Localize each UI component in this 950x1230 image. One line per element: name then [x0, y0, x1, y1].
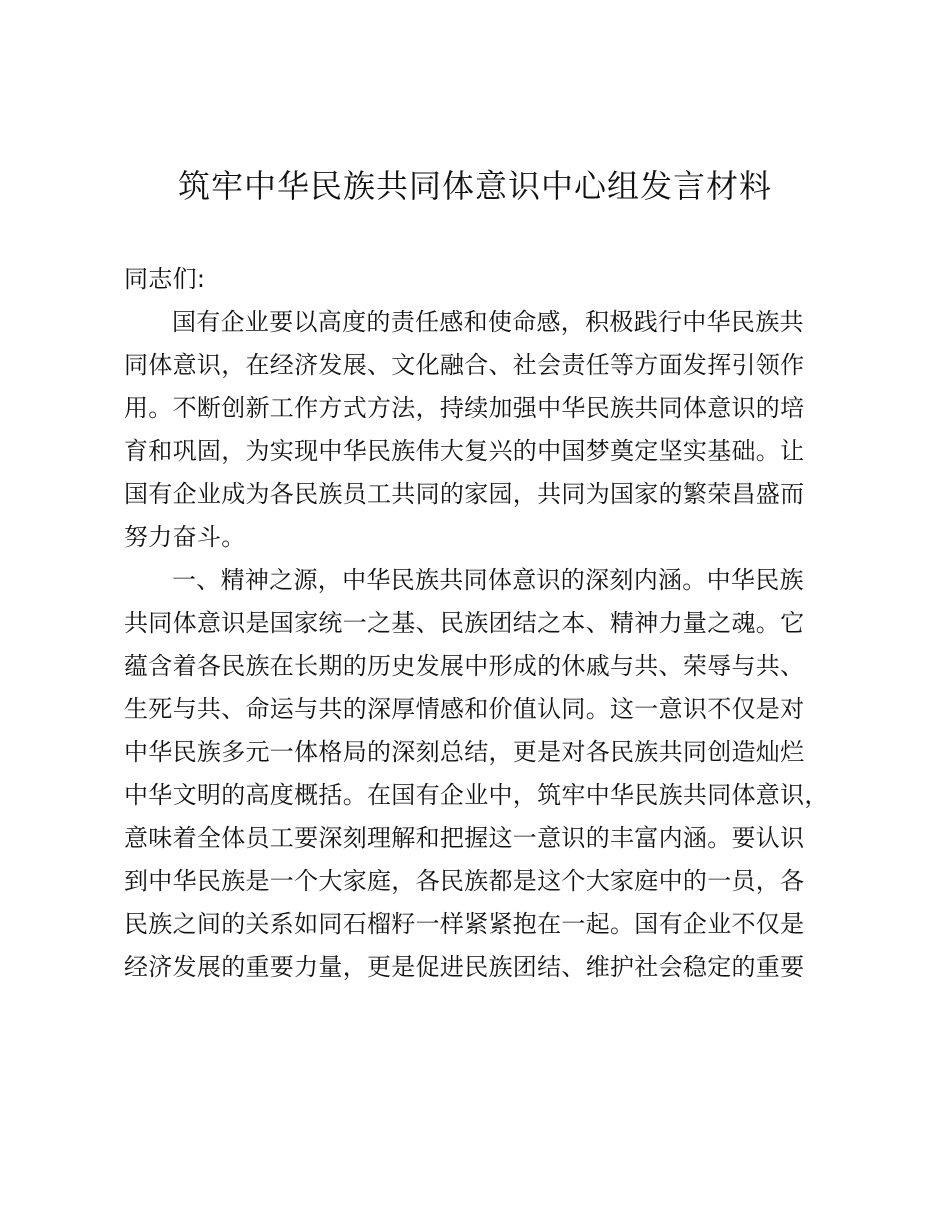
- salutation-line: 同志们:: [124, 265, 206, 293]
- paragraph-2-line: 蕴含着各民族在长期的历史发展中形成的休戚与共、荣辱与共、: [124, 652, 805, 680]
- document-body: [124, 258, 844, 989]
- document-title: 筑牢中华民族共同体意识中心组发言材料: [177, 167, 772, 205]
- paragraph-1-line: 同体意识，在经济发展、文化融合、社会责任等方面发挥引领作: [124, 351, 805, 379]
- paragraph-1-line: 国有企业成为各民族员工共同的家园，共同为国家的繁荣昌盛而: [124, 480, 805, 508]
- paragraph-2-line: 民族之间的关系如同石榴籽一样紧紧抱在一起。国有企业不仅是: [124, 910, 805, 938]
- paragraph-1-line: 育和巩固，为实现中华民族伟大复兴的中国梦奠定坚实基础。让: [124, 437, 805, 465]
- paragraph-2-line: 共同体意识是国家统一之基、民族团结之本、精神力量之魂。它: [124, 609, 805, 637]
- paragraph-2-line: 经济发展的重要力量，更是促进民族团结、维护社会稳定的重要: [124, 953, 805, 981]
- paragraph-2-line: 到中华民族是一个大家庭，各民族都是这个大家庭中的一员，各: [124, 867, 805, 895]
- paragraph-2-line: 一、精神之源，中华民族共同体意识的深刻内涵。中华民族: [172, 566, 804, 594]
- paragraph-1-line: 努力奋斗。: [124, 523, 246, 551]
- paragraph-1-line: 国有企业要以高度的责任感和使命感，积极践行中华民族共: [172, 308, 804, 336]
- paragraph-1-line: 用。不断创新工作方式方法，持续加强中华民族共同体意识的培: [124, 394, 805, 422]
- paragraph-2-line: 生死与共、命运与共的深厚情感和价值认同。这一意识不仅是对: [124, 695, 805, 723]
- paragraph-2-line: 意味着全体员工要深刻理解和把握这一意识的丰富内涵。要认识: [124, 824, 805, 852]
- paragraph-2-line: 中华民族多元一体格局的深刻总结，更是对各民族共同创造灿烂: [124, 738, 805, 766]
- paragraph-2-line: 中华文明的高度概括。在国有企业中，筑牢中华民族共同体意识，: [124, 781, 829, 809]
